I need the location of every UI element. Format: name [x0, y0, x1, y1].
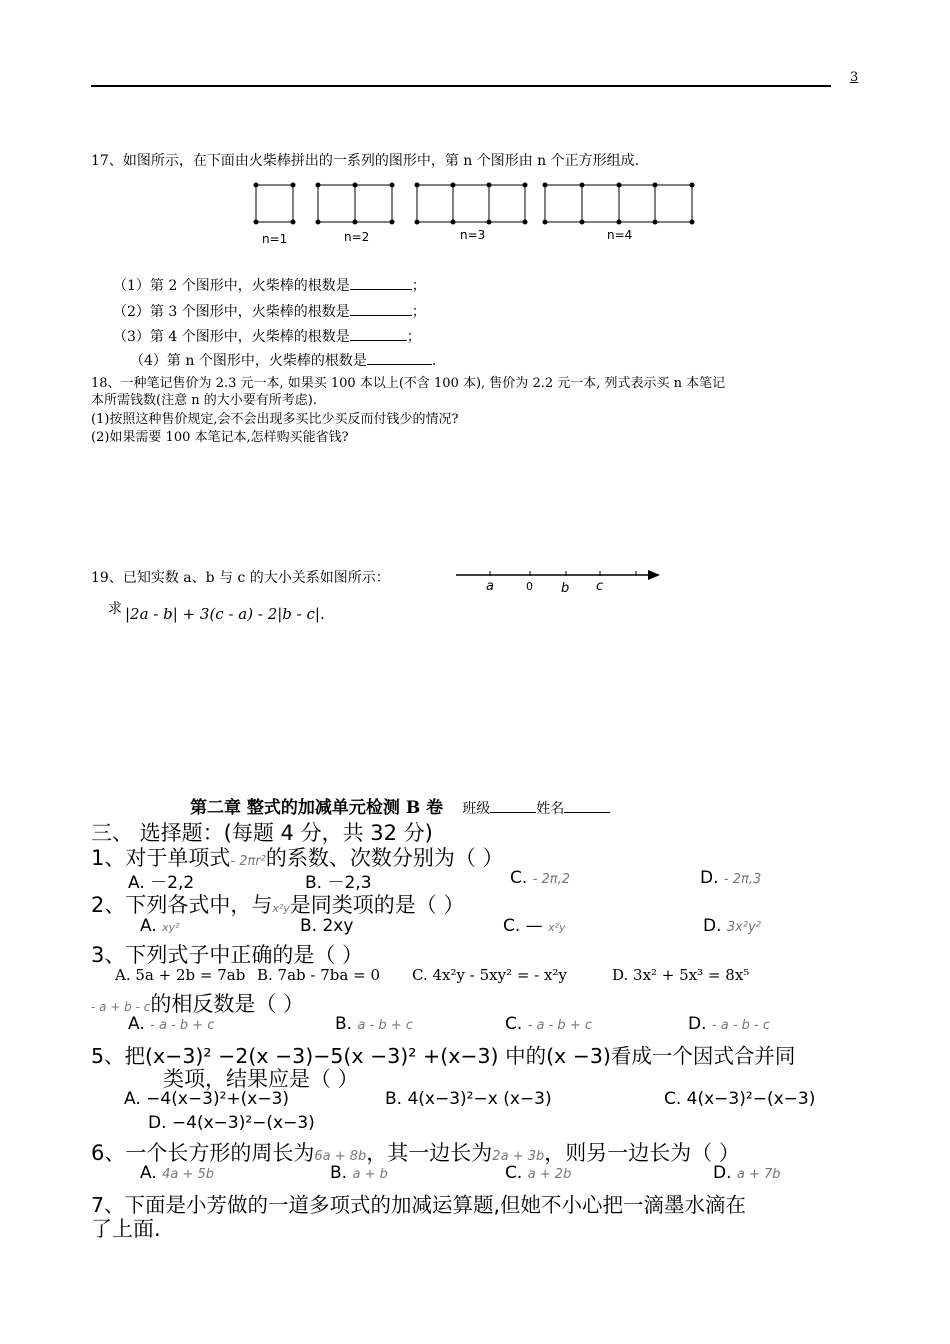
answer-blank[interactable] — [350, 301, 412, 316]
q18-line2: 本所需钱数(注意 n 的大小要有所考虑). — [91, 393, 317, 408]
answer-blank[interactable] — [350, 326, 407, 341]
mc4-option-d[interactable]: D. - a - b - c — [688, 1014, 771, 1034]
class-field[interactable] — [490, 798, 536, 813]
mc5-option-c[interactable]: C. 4(x−3)²−(x−3) — [664, 1089, 816, 1109]
mc4-option-b[interactable]: B. a - b + c — [335, 1014, 413, 1034]
mc6-option-c[interactable]: C. a + 2b — [505, 1163, 572, 1183]
mc6-option-b[interactable]: B. a + b — [330, 1163, 388, 1183]
mc5-option-d[interactable]: D. −4(x−3)²−(x−3) — [148, 1113, 315, 1133]
mc4-stem: - a + b - c的相反数是（ ） — [91, 992, 305, 1016]
mc3-option-b[interactable]: B. 7ab - 7ba = 0 — [257, 966, 380, 984]
q17-sub4: （4）第 n 个图形中，火柴棒的根数是 . — [130, 350, 436, 370]
q19-text: 19、已知实数 a、b 与 c 的大小关系如图所示： — [91, 570, 390, 586]
mc1-option-c[interactable]: C. - 2π,2 — [510, 868, 571, 888]
mc3-option-a[interactable]: A. 5a + 2b = 7ab — [115, 966, 246, 984]
name-label: 姓名 — [536, 801, 565, 817]
numberline-label-a: a — [486, 579, 494, 594]
figure-label-n1: n=1 — [262, 232, 288, 246]
q17-sub3: （3）第 4 个图形中，火柴棒的根数是 ； — [113, 326, 421, 346]
mc6-option-d[interactable]: D. a + 7b — [713, 1163, 781, 1183]
name-field[interactable] — [564, 798, 610, 813]
class-label: 班级 — [462, 801, 491, 817]
mc3-option-c[interactable]: C. 4x²y - 5xy² = - x²y — [412, 966, 567, 984]
numberline-label-b: b — [561, 581, 570, 596]
q18-line3: (1)按照这种售价规定,会不会出现多买比少买反而付钱少的情况? — [91, 412, 459, 427]
answer-blank[interactable] — [367, 350, 432, 365]
mc1-option-d[interactable]: D. - 2π,3 — [700, 868, 762, 888]
page-number: 3 — [850, 70, 859, 85]
q17-text: 17、如图所示，在下面由火柴棒拼出的一系列的图形中，第 n 个图形由 n 个正方形组成. — [91, 153, 640, 169]
mc6-option-a[interactable]: A. 4a + 5b — [140, 1163, 215, 1183]
section-b-heading: 三、 选择题：(每题 4 分，共 32 分) — [91, 821, 433, 845]
answer-blank[interactable] — [350, 275, 412, 290]
mc7-line2: 了上面. — [91, 1217, 161, 1241]
section-b-title-row — [190, 793, 610, 818]
mc2-option-c[interactable]: C. — x²y — [503, 916, 566, 936]
mc5-line1: 5、把(x−3)² −2(x −3)−5(x −3)² +(x−3) 中的(x −3)看成一个因式合并同 — [91, 1044, 796, 1068]
q19-expression: |2a - b| + 3(c - a) - 2|b - c|. — [125, 605, 325, 623]
header-rule — [91, 85, 831, 87]
section-b-title: 第二章 整式的加减单元检测 B 卷 — [190, 798, 444, 818]
mc4-option-c[interactable]: C. - a - b + c — [505, 1014, 592, 1034]
figure-label-n4: n=4 — [607, 228, 633, 242]
q18-line1: 18、一种笔记售价为 2.3 元一本, 如果买 100 本以上(不含 100 本), 售价为 2.2 元一本, 列式表示买 n 本笔记 — [91, 376, 726, 391]
mc1-stem: 1、对于单项式- 2πr²的系数、次数分别为（ ） — [91, 846, 504, 870]
mc5-line2: 类项，结果应是（ ） — [163, 1067, 359, 1091]
q17-sub2: （2）第 3 个图形中，火柴棒的根数是 ； — [113, 301, 426, 321]
mc2-stem: 2、下列各式中，与x²y是同类项的是（ ） — [91, 893, 465, 917]
numberline-label-c: c — [596, 579, 604, 594]
mc1-option-a[interactable]: A. －2,2 — [128, 873, 195, 893]
mc3-option-d[interactable]: D. 3x² + 5x³ = 8x⁵ — [612, 966, 750, 984]
mc7-line1: 7、下面是小芳做的一道多项式的加减运算题,但她不小心把一滴墨水滴在 — [91, 1193, 747, 1217]
mc2-option-a[interactable]: A. xy² — [140, 916, 180, 936]
mc1-option-b[interactable]: B. －2,3 — [305, 873, 372, 893]
number-line — [450, 563, 670, 597]
figure-label-n2: n=2 — [344, 230, 370, 244]
q19-ask: 求 — [108, 601, 122, 617]
matchstick-figure — [245, 175, 705, 250]
mc3-stem: 3、下列式子中正确的是（ ） — [91, 943, 364, 967]
q17-sub1: （1）第 2 个图形中，火柴棒的根数是 ； — [113, 275, 426, 295]
mc5-option-b[interactable]: B. 4(x−3)²−x (x−3) — [385, 1089, 552, 1109]
mc5-option-a[interactable]: A. −4(x−3)²+(x−3) — [124, 1089, 290, 1109]
mc2-option-b[interactable]: B. 2xy — [300, 916, 354, 936]
mc4-option-a[interactable]: A. - a - b + c — [128, 1014, 215, 1034]
figure-label-n3: n=3 — [460, 228, 486, 242]
mc6-stem: 6、一个长方形的周长为6a + 8b，其一边长为2a + 3b，则另一边长为（ ） — [91, 1141, 740, 1165]
q18-line4: (2)如果需要 100 本笔记本,怎样购买能省钱? — [91, 430, 349, 445]
mc2-option-d[interactable]: D. 3x²y² — [703, 916, 761, 936]
numberline-label-0: 0 — [526, 580, 533, 593]
